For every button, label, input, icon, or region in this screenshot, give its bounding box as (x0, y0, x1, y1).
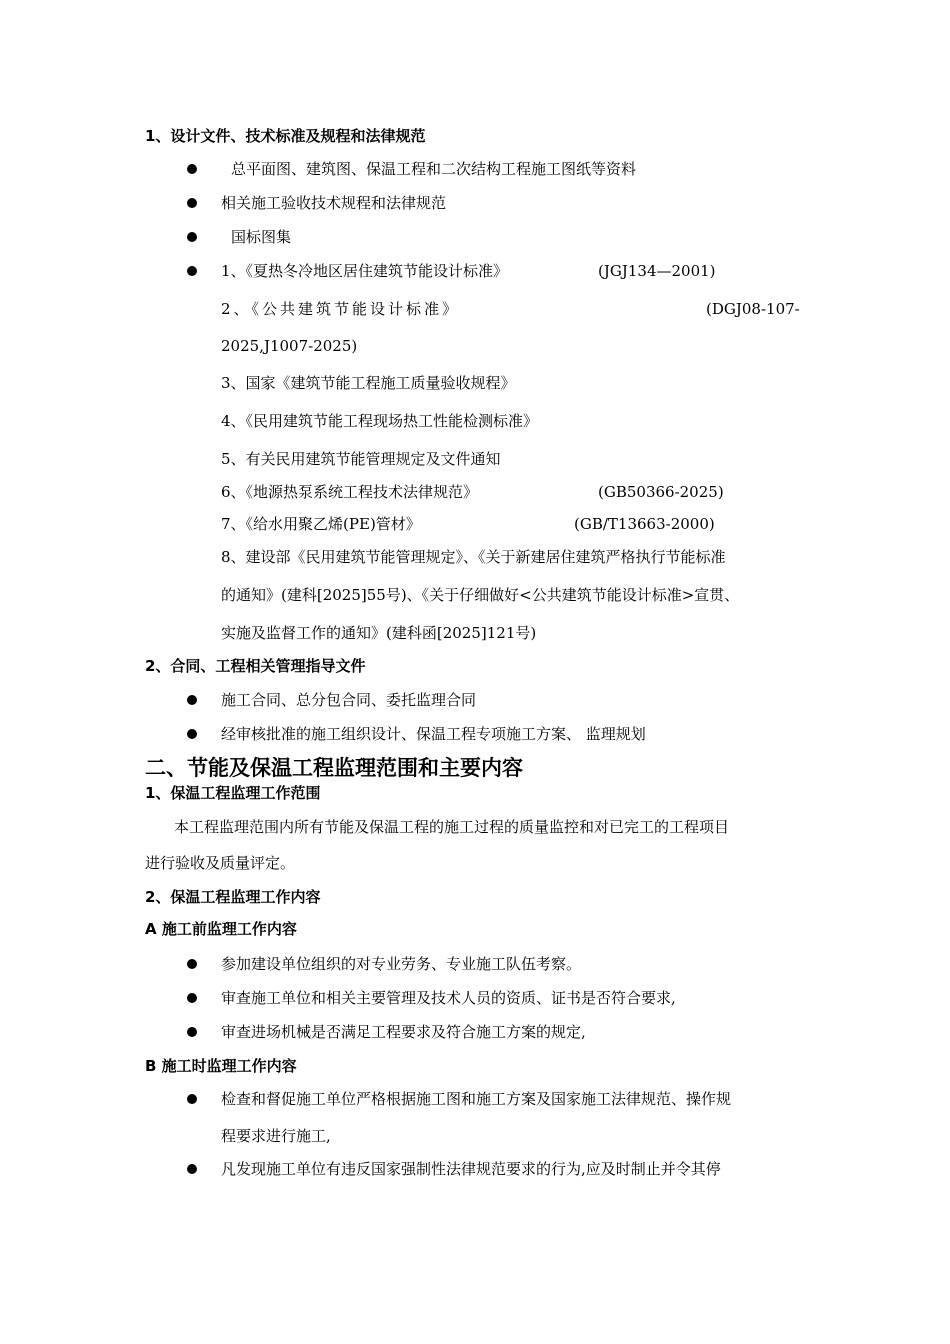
pre-construction-heading: A 施工前监理工作内容 (145, 920, 297, 938)
list-item: 相关施工验收技术规程和法律规范 (221, 194, 447, 212)
standard-6-title: 6、《地源热泵系统工程技术法律规范》 (221, 483, 479, 501)
list-item: 总平面图、建筑图、保温工程和二次结构工程施工图纸等资料 (231, 160, 637, 178)
list-item: 参加建设单位组织的对专业劳务、专业施工队伍考察。 (221, 955, 582, 973)
chapter-heading: 二、节能及保温工程监理范围和主要内容 (145, 756, 523, 780)
standard-2-code-b: 2025,J1007-2025) (221, 337, 358, 355)
standard-6-code: (GB50366-2025) (598, 483, 724, 501)
content-heading: 2、保温工程监理工作内容 (145, 888, 321, 906)
list-item-line1: 检查和督促施工单位严格根据施工图和施工方案及国家施工法律规范、操作规 (221, 1090, 732, 1108)
bullet-icon (187, 1164, 197, 1174)
during-construction-heading: B 施工时监理工作内容 (145, 1057, 297, 1075)
bullet-icon (187, 164, 197, 174)
list-item: 施工合同、总分包合同、委托监理合同 (221, 691, 477, 709)
list-item: 国标图集 (231, 228, 292, 246)
list-item-line2: 程要求进行施工, (221, 1127, 331, 1145)
bullet-icon (187, 729, 197, 739)
bullet-icon (187, 266, 197, 276)
section-heading-design-docs: 1、设计文件、技术标准及规程和法律规范 (145, 127, 426, 145)
bullet-icon (187, 1027, 197, 1037)
bullet-icon (187, 695, 197, 705)
standard-2-title: 2、《公共建筑节能设计标准》 (221, 300, 461, 318)
section-heading-contracts: 2、合同、工程相关管理指导文件 (145, 657, 366, 675)
list-item: 审查施工单位和相关主要管理及技术人员的资质、证书是否符合要求, (221, 989, 676, 1007)
standard-3: 3、国家《建筑节能工程施工质量验收规程》 (221, 374, 516, 392)
standard-1-title: 1、《夏热冬冷地区居住建筑节能设计标准》 (221, 262, 509, 280)
list-item: 经审核批准的施工组织设计、保温工程专项施工方案、 监理规划 (221, 725, 646, 743)
list-item-line1: 凡发现施工单位有违反国家强制性法律规范要求的行为,应及时制止并令其停 (221, 1160, 721, 1178)
bullet-icon (187, 232, 197, 242)
scope-paragraph-line1: 本工程监理范围内所有节能及保温工程的施工过程的质量监控和对已完工的工程项目 (174, 818, 730, 836)
list-item: 审查进场机械是否满足工程要求及符合施工方案的规定, (221, 1023, 586, 1041)
standard-7-title: 7、《给水用聚乙烯(PE)管材》 (221, 515, 421, 533)
standard-2-code-a: (DGJ08-107- (706, 300, 800, 318)
standard-8-line1: 8、建设部《民用建筑节能管理规定》、《关于新建居住建筑严格执行节能标准 (221, 548, 726, 566)
standard-4: 4、《民用建筑节能工程现场热工性能检测标准》 (221, 412, 539, 430)
bullet-icon (187, 1094, 197, 1104)
standard-8-line2: 的通知》(建科[2025]55号)、《关于仔细做好<公共建筑节能设计标准>宣贯、 (221, 586, 740, 604)
standard-7-code: (GB/T13663-2000) (574, 515, 715, 533)
bullet-icon (187, 198, 197, 208)
scope-paragraph-line2: 进行验收及质量评定。 (145, 854, 296, 872)
standard-8-line3: 实施及监督工作的通知》(建科函[2025]121号) (221, 624, 537, 642)
scope-heading: 1、保温工程监理工作范围 (145, 784, 321, 802)
standard-1-code: (JGJ134—2001) (598, 262, 716, 280)
bullet-icon (187, 993, 197, 1003)
standard-5: 5、有关民用建筑节能管理规定及文件通知 (221, 450, 501, 468)
bullet-icon (187, 959, 197, 969)
